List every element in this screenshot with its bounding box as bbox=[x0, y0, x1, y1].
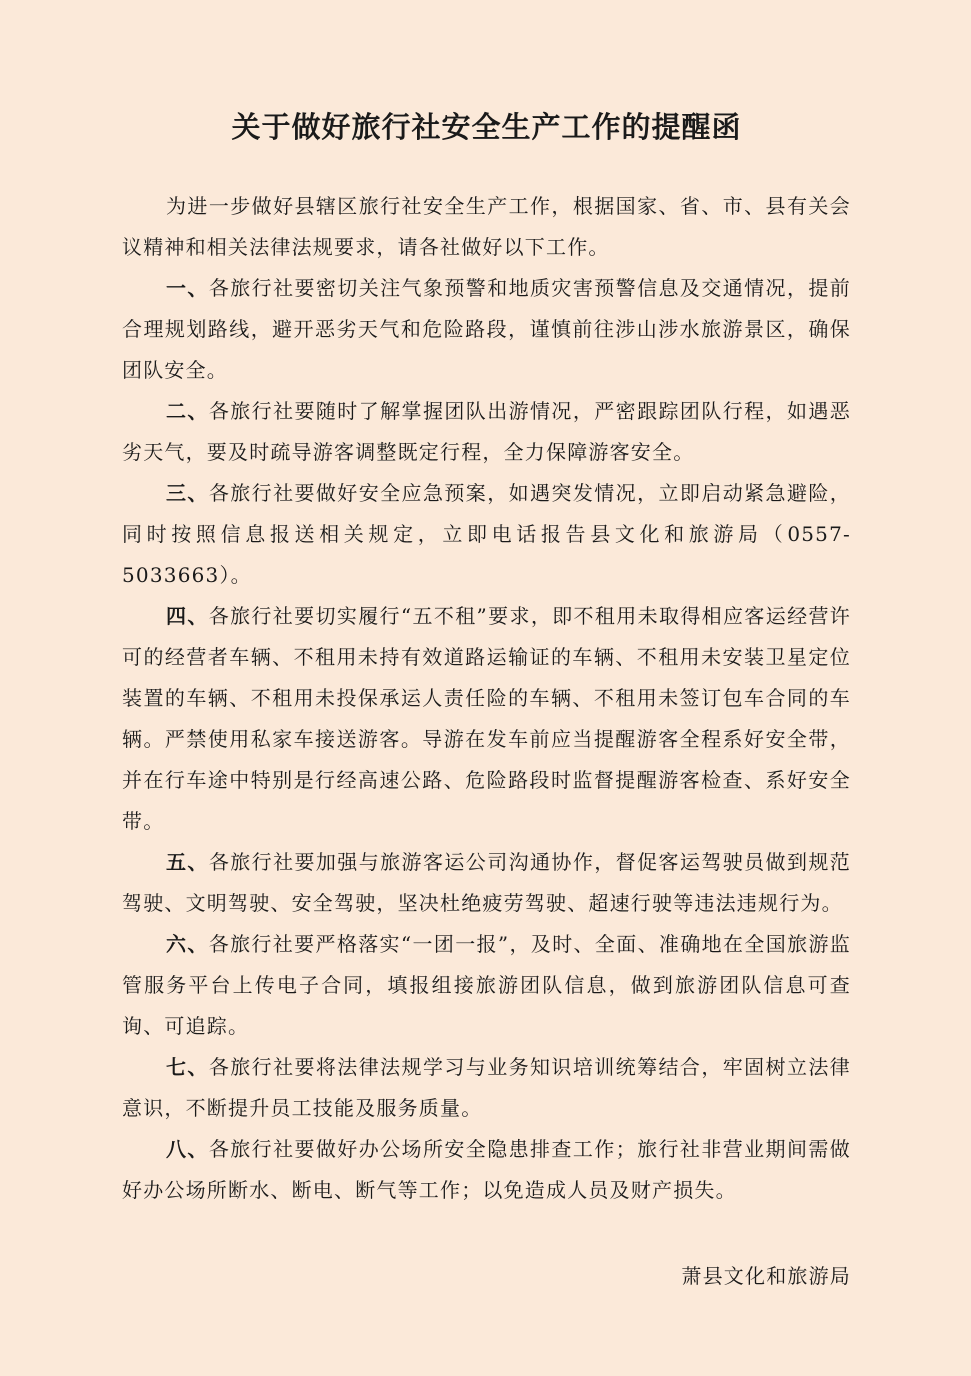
document-title: 关于做好旅行社安全生产工作的提醒函 bbox=[231, 110, 742, 144]
item-number: 三、 bbox=[166, 481, 209, 505]
item-text: 各旅行社要密切关注气象预警和地质灾害预警信息及交通情况，提前合理规划路线，避开恶劣天气和危险路段，谨慎前往涉山涉水旅游景区，确保团队安全。 bbox=[122, 276, 851, 382]
item-paragraph-7 bbox=[122, 1047, 851, 1129]
item-paragraph-3 bbox=[122, 473, 851, 596]
item-paragraph-4 bbox=[122, 596, 851, 842]
item-text: 各旅行社要切实履行“五不租”要求，即不租用未取得相应客运经营许可的经营者车辆、不租用未持有效道路运输证的车辆、不租用未安装卫星定位装置的车辆、不租用未投保承运人责任险的车辆、不租用未签订包车合同的车辆。严禁使用私家车接送游客。导游在发车前应当提醒游客全程系好安全带，并在行车途中特别是行经高速公路、危险路段时监督提醒游客检查、系好安全带。 bbox=[122, 604, 851, 833]
item-text: 各旅行社要将法律法规学习与业务知识培训统筹结合，牢固树立法律意识，不断提升员工技能及服务质量。 bbox=[122, 1055, 851, 1120]
item-text: 各旅行社要严格落实“一团一报”，及时、全面、准确地在全国旅游监管服务平台上传电子合同，填报组接旅游团队信息，做到旅游团队信息可查询、可追踪。 bbox=[122, 932, 851, 1038]
document-body bbox=[122, 186, 851, 1297]
intro-paragraph: 为进一步做好县辖区旅行社安全生产工作，根据国家、省、市、县有关会议精神和相关法律法规要求，请各社做好以下工作。 bbox=[122, 194, 851, 259]
item-paragraph-5 bbox=[122, 842, 851, 924]
item-text: 各旅行社要随时了解掌握团队出游情况，严密跟踪团队行程，如遇恶劣天气，要及时疏导游客调整既定行程，全力保障游客安全。 bbox=[122, 399, 851, 464]
item-number: 二、 bbox=[166, 399, 209, 423]
item-paragraph-6 bbox=[122, 924, 851, 1047]
item-text: 各旅行社要加强与旅游客运公司沟通协作，督促客运驾驶员做到规范驾驶、文明驾驶、安全驾驶，坚决杜绝疲劳驾驶、超速行驶等违法违规行为。 bbox=[122, 850, 851, 915]
item-number: 四、 bbox=[166, 604, 209, 628]
item-number: 六、 bbox=[166, 932, 209, 956]
item-number: 五、 bbox=[166, 850, 209, 874]
issuer-signature: 萧县文化和旅游局 bbox=[681, 1264, 851, 1288]
item-number: 八、 bbox=[166, 1137, 209, 1161]
item-paragraph-8 bbox=[122, 1129, 851, 1211]
item-paragraph-2 bbox=[122, 391, 851, 473]
item-number: 一、 bbox=[166, 276, 209, 300]
item-text: 各旅行社要做好安全应急预案，如遇突发情况，立即启动紧急避险，同时按照信息报送相关规定，立即电话报告县文化和旅游局（0557-5033663）。 bbox=[122, 481, 851, 587]
item-text: 各旅行社要做好办公场所安全隐患排查工作；旅行社非营业期间需做好办公场所断水、断电、断气等工作；以免造成人员及财产损失。 bbox=[122, 1137, 851, 1202]
item-number: 七、 bbox=[166, 1055, 209, 1079]
item-paragraph-1 bbox=[122, 268, 851, 391]
